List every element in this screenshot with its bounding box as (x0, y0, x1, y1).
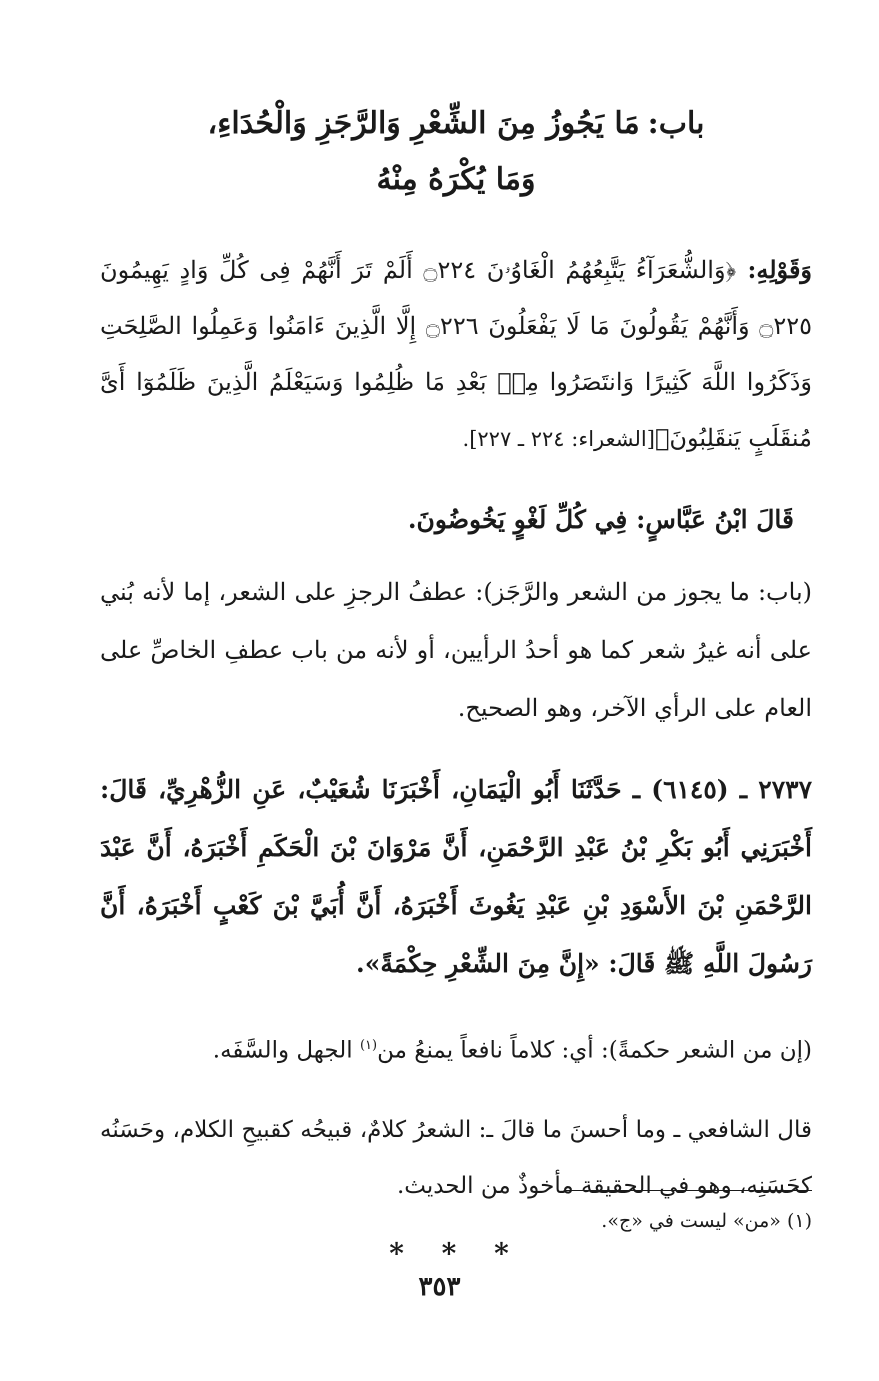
ibn-abbas-statement: قَالَ ابْنُ عَبَّاسٍ: فِي كُلِّ لَغْوٍ يَخُوضُونَ. (407, 505, 794, 534)
chapter-title-text: مَا يَجُوزُ مِنَ الشِّعْرِ وَالرَّجَزِ وَالْحُدَاءِ، (207, 106, 640, 141)
chapter-title (100, 96, 812, 208)
hadith-number: ٢٧٣٧ ـ (٦١٤٥) ـ (632, 775, 812, 804)
hadith-text: حَدَّثَنَا أَبُو الْيَمَانِ، أَخْبَرَنَا شُعَيْبٌ، عَنِ الزُّهْرِيِّ، قَالَ: أَخْبَرَنِي أَبُو بَكْرِ بْنُ عَبْدِ الرَّحْمَنِ، أَنَّ مَرْوَانَ بْنَ الْحَكَمِ أَخْبَرَهُ، أَنَّ عَبْدَ الرَّحْمَنِ بْنَ الأَسْوَدِ بْنِ عَبْدِ يَغُوثَ أَخْبَرَهُ، أَنَّ أُبَيَّ بْنَ كَعْبٍ أَخْبَرَهُ، أَنَّ رَسُولَ اللَّهِ ﷺ قَالَ: «إِنَّ مِنَ الشِّعْرِ حِكْمَةً». (100, 775, 812, 978)
chapter-title-line-1 (100, 96, 812, 152)
footnote-marker: (١) (359, 1038, 378, 1053)
page-body (100, 96, 812, 1270)
section-separator: * * * (389, 1236, 523, 1270)
commentary-chapter: (باب: ما يجوز من الشعر والرَّجَز): عطفُ الرجزِ على الشعر، إما لأنه بُني على أنه غيرُ شعر كما هو أحدُ الرأيين، أو لأنه من باب عطفِ الخاصِّ على العام على الرأي الآخر، وهو الصحيح. (100, 578, 812, 722)
chapter-title-line-2: وَمَا يُكْرَهُ مِنْهُ (376, 162, 536, 197)
verse-reference: [الشعراء: ٢٢٤ ـ ٢٢٧]. (462, 427, 655, 451)
quran-verse-paragraph (100, 242, 812, 467)
footnote: (١) «من» ليست في «ج». (601, 1210, 812, 1232)
footnote-divider (566, 1190, 812, 1191)
verse-intro: وَقَوْلِهِ: (747, 255, 812, 284)
commentary-hikmah (100, 1018, 812, 1079)
bab-label: باب: (647, 106, 705, 141)
hadith-paragraph (100, 761, 812, 993)
commentary-hikmah-text: (إن من الشعر حكمةً): أي: كلاماً نافعاً يمنعُ من (377, 1037, 812, 1064)
commentary-shafii: قال الشافعي ـ وما أحسنَ ما قالَ ـ: الشعرُ كلامٌ، قبيحُه كقبيحِ الكلام، وحَسَنُه كحَسَنِه، وهو في الحقيقة مأخوذٌ من الحديث. (100, 1116, 812, 1199)
page-number: ٣٥٣ (418, 1272, 461, 1302)
quran-text: ﴿وَالشُّعَرَآءُ يَتَّبِعُهُمُ الْغَاوُۥنَ ۝٢٢٤ أَلَمْ تَرَ أَنَّهُمْ فِى كُلِّ وَادٍ يَهِيمُونَ ۝٢٢٥ وَأَنَّهُمْ يَقُولُونَ مَا لَا يَفْعَلُونَ ۝٢٢٦ إِلَّا الَّذِينَ ءَامَنُوا وَعَمِلُوا الصَّلِحَتِ وَذَكَرُوا اللَّهَ كَثِيرًا وَانتَصَرُوا مِنۢ بَعْدِ مَا ظُلِمُوا وَسَيَعْلَمُ الَّذِينَ ظَلَمُوٓا أَىَّ مُنقَلَبٍ يَنقَلِبُونَ﴾ (100, 256, 812, 452)
commentary-hikmah-end: الجهل والسَّفَه. (212, 1037, 360, 1064)
